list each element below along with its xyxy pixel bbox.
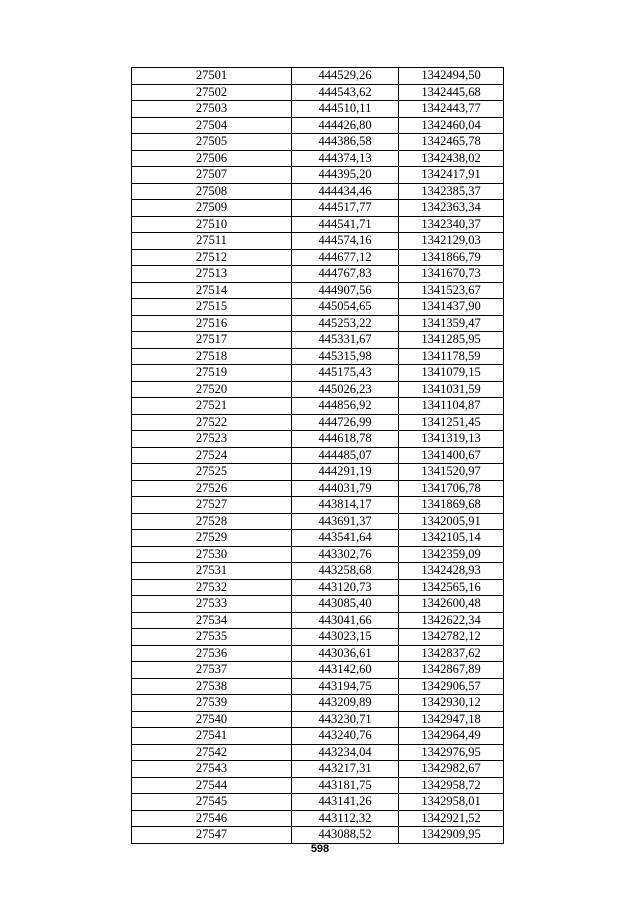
x-coordinate-cell: 443112,32 — [292, 810, 399, 827]
point-id-cell: 27503 — [132, 101, 292, 118]
x-coordinate-cell: 444434,46 — [292, 183, 399, 200]
x-coordinate-cell: 443085,40 — [292, 596, 399, 613]
x-coordinate-cell: 443141,26 — [292, 794, 399, 811]
table-row — [132, 266, 504, 283]
point-id-cell: 27506 — [132, 150, 292, 167]
point-id-cell: 27510 — [132, 216, 292, 233]
point-id-cell: 27527 — [132, 497, 292, 514]
y-coordinate-cell: 1341285,95 — [399, 332, 504, 349]
point-id-cell: 27540 — [132, 711, 292, 728]
point-id-cell: 27529 — [132, 530, 292, 547]
point-id-cell: 27516 — [132, 315, 292, 332]
y-coordinate-cell: 1342867,89 — [399, 662, 504, 679]
table-row — [132, 233, 504, 250]
point-id-cell: 27512 — [132, 249, 292, 266]
point-id-cell: 27520 — [132, 381, 292, 398]
point-id-cell: 27515 — [132, 299, 292, 316]
table-row — [132, 249, 504, 266]
point-id-cell: 27517 — [132, 332, 292, 349]
x-coordinate-cell: 445315,98 — [292, 348, 399, 365]
x-coordinate-cell: 443036,61 — [292, 645, 399, 662]
point-id-cell: 27504 — [132, 117, 292, 134]
y-coordinate-cell: 1342438,02 — [399, 150, 504, 167]
y-coordinate-cell: 1342359,09 — [399, 546, 504, 563]
table-row — [132, 579, 504, 596]
y-coordinate-cell: 1342600,48 — [399, 596, 504, 613]
point-id-cell: 27523 — [132, 431, 292, 448]
y-coordinate-cell: 1341251,45 — [399, 414, 504, 431]
y-coordinate-cell: 1342445,68 — [399, 84, 504, 101]
point-id-cell: 27530 — [132, 546, 292, 563]
table-row — [132, 431, 504, 448]
table-row — [132, 612, 504, 629]
x-coordinate-cell: 444374,13 — [292, 150, 399, 167]
point-id-cell: 27541 — [132, 728, 292, 745]
point-id-cell: 27543 — [132, 761, 292, 778]
y-coordinate-cell: 1341359,47 — [399, 315, 504, 332]
y-coordinate-cell: 1342837,62 — [399, 645, 504, 662]
point-id-cell: 27546 — [132, 810, 292, 827]
y-coordinate-cell: 1341523,67 — [399, 282, 504, 299]
y-coordinate-cell: 1342909,95 — [399, 827, 504, 844]
y-coordinate-cell: 1341079,15 — [399, 365, 504, 382]
point-id-cell: 27534 — [132, 612, 292, 629]
point-id-cell: 27544 — [132, 777, 292, 794]
y-coordinate-cell: 1342428,93 — [399, 563, 504, 580]
table-row — [132, 810, 504, 827]
x-coordinate-cell: 444574,16 — [292, 233, 399, 250]
table-row — [132, 629, 504, 646]
point-id-cell: 27508 — [132, 183, 292, 200]
x-coordinate-cell: 443041,66 — [292, 612, 399, 629]
y-coordinate-cell: 1341178,59 — [399, 348, 504, 365]
x-coordinate-cell: 443302,76 — [292, 546, 399, 563]
point-id-cell: 27521 — [132, 398, 292, 415]
point-id-cell: 27509 — [132, 200, 292, 217]
table-row — [132, 134, 504, 151]
table-row — [132, 777, 504, 794]
x-coordinate-cell: 443240,76 — [292, 728, 399, 745]
x-coordinate-cell: 443541,64 — [292, 530, 399, 547]
table-row — [132, 200, 504, 217]
point-id-cell: 27502 — [132, 84, 292, 101]
x-coordinate-cell: 443120,73 — [292, 579, 399, 596]
table-row — [132, 480, 504, 497]
x-coordinate-cell: 444395,20 — [292, 167, 399, 184]
table-row — [132, 563, 504, 580]
table-row — [132, 117, 504, 134]
point-id-cell: 27514 — [132, 282, 292, 299]
y-coordinate-cell: 1342958,01 — [399, 794, 504, 811]
x-coordinate-cell: 443814,17 — [292, 497, 399, 514]
y-coordinate-cell: 1342340,37 — [399, 216, 504, 233]
x-coordinate-cell: 443023,15 — [292, 629, 399, 646]
x-coordinate-cell: 444485,07 — [292, 447, 399, 464]
table-row — [132, 315, 504, 332]
y-coordinate-cell: 1342129,03 — [399, 233, 504, 250]
point-id-cell: 27525 — [132, 464, 292, 481]
table-row — [132, 398, 504, 415]
y-coordinate-cell: 1342921,52 — [399, 810, 504, 827]
table-row — [132, 381, 504, 398]
table-row — [132, 513, 504, 530]
table-row — [132, 282, 504, 299]
y-coordinate-cell: 1341031,59 — [399, 381, 504, 398]
y-coordinate-cell: 1341319,13 — [399, 431, 504, 448]
y-coordinate-cell: 1342460,04 — [399, 117, 504, 134]
x-coordinate-cell: 444031,79 — [292, 480, 399, 497]
table-row — [132, 447, 504, 464]
x-coordinate-cell: 443258,68 — [292, 563, 399, 580]
point-id-cell: 27513 — [132, 266, 292, 283]
point-id-cell: 27542 — [132, 744, 292, 761]
table-row — [132, 728, 504, 745]
y-coordinate-cell: 1342363,34 — [399, 200, 504, 217]
point-id-cell: 27532 — [132, 579, 292, 596]
point-id-cell: 27535 — [132, 629, 292, 646]
y-coordinate-cell: 1342964,49 — [399, 728, 504, 745]
table-row — [132, 530, 504, 547]
x-coordinate-cell: 443691,37 — [292, 513, 399, 530]
y-coordinate-cell: 1341869,68 — [399, 497, 504, 514]
point-id-cell: 27538 — [132, 678, 292, 695]
y-coordinate-cell: 1341706,78 — [399, 480, 504, 497]
x-coordinate-cell: 444386,58 — [292, 134, 399, 151]
coordinates-table-body — [132, 68, 504, 844]
point-id-cell: 27522 — [132, 414, 292, 431]
table-row — [132, 695, 504, 712]
table-row — [132, 348, 504, 365]
table-row — [132, 464, 504, 481]
y-coordinate-cell: 1341866,79 — [399, 249, 504, 266]
y-coordinate-cell: 1342622,34 — [399, 612, 504, 629]
coordinates-table — [131, 67, 504, 844]
table-row — [132, 299, 504, 316]
y-coordinate-cell: 1342565,16 — [399, 579, 504, 596]
point-id-cell: 27547 — [132, 827, 292, 844]
table-row — [132, 84, 504, 101]
y-coordinate-cell: 1342976,95 — [399, 744, 504, 761]
y-coordinate-cell: 1342947,18 — [399, 711, 504, 728]
x-coordinate-cell: 445026,23 — [292, 381, 399, 398]
y-coordinate-cell: 1342417,91 — [399, 167, 504, 184]
y-coordinate-cell: 1341520,97 — [399, 464, 504, 481]
table-row — [132, 167, 504, 184]
point-id-cell: 27524 — [132, 447, 292, 464]
point-id-cell: 27518 — [132, 348, 292, 365]
x-coordinate-cell: 443230,71 — [292, 711, 399, 728]
x-coordinate-cell: 444618,78 — [292, 431, 399, 448]
y-coordinate-cell: 1341437,90 — [399, 299, 504, 316]
x-coordinate-cell: 443194,75 — [292, 678, 399, 695]
point-id-cell: 27539 — [132, 695, 292, 712]
x-coordinate-cell: 444426,80 — [292, 117, 399, 134]
point-id-cell: 27507 — [132, 167, 292, 184]
x-coordinate-cell: 443209,89 — [292, 695, 399, 712]
x-coordinate-cell: 443234,04 — [292, 744, 399, 761]
point-id-cell: 27511 — [132, 233, 292, 250]
y-coordinate-cell: 1342958,72 — [399, 777, 504, 794]
table-row — [132, 794, 504, 811]
y-coordinate-cell: 1342494,50 — [399, 68, 504, 85]
y-coordinate-cell: 1342465,78 — [399, 134, 504, 151]
table-row — [132, 596, 504, 613]
x-coordinate-cell: 444767,83 — [292, 266, 399, 283]
table-row — [132, 744, 504, 761]
x-coordinate-cell: 444856,92 — [292, 398, 399, 415]
table-row — [132, 216, 504, 233]
point-id-cell: 27519 — [132, 365, 292, 382]
x-coordinate-cell: 443088,52 — [292, 827, 399, 844]
x-coordinate-cell: 444726,99 — [292, 414, 399, 431]
y-coordinate-cell: 1342105,14 — [399, 530, 504, 547]
x-coordinate-cell: 445175,43 — [292, 365, 399, 382]
table-row — [132, 68, 504, 85]
x-coordinate-cell: 444291,19 — [292, 464, 399, 481]
page-number: 598 — [310, 843, 330, 855]
table-row — [132, 546, 504, 563]
point-id-cell: 27545 — [132, 794, 292, 811]
x-coordinate-cell: 443217,31 — [292, 761, 399, 778]
table-row — [132, 332, 504, 349]
table-row — [132, 150, 504, 167]
y-coordinate-cell: 1342385,37 — [399, 183, 504, 200]
x-coordinate-cell: 443181,75 — [292, 777, 399, 794]
x-coordinate-cell: 445054,65 — [292, 299, 399, 316]
x-coordinate-cell: 444543,62 — [292, 84, 399, 101]
point-id-cell: 27526 — [132, 480, 292, 497]
table-row — [132, 678, 504, 695]
point-id-cell: 27537 — [132, 662, 292, 679]
x-coordinate-cell: 444529,26 — [292, 68, 399, 85]
table-row — [132, 711, 504, 728]
point-id-cell: 27505 — [132, 134, 292, 151]
y-coordinate-cell: 1342906,57 — [399, 678, 504, 695]
y-coordinate-cell: 1341400,67 — [399, 447, 504, 464]
y-coordinate-cell: 1342982,67 — [399, 761, 504, 778]
table-row — [132, 101, 504, 118]
x-coordinate-cell: 445253,22 — [292, 315, 399, 332]
y-coordinate-cell: 1341104,87 — [399, 398, 504, 415]
y-coordinate-cell: 1342005,91 — [399, 513, 504, 530]
point-id-cell: 27536 — [132, 645, 292, 662]
table-row — [132, 497, 504, 514]
x-coordinate-cell: 443142,60 — [292, 662, 399, 679]
x-coordinate-cell: 444517,77 — [292, 200, 399, 217]
point-id-cell: 27531 — [132, 563, 292, 580]
x-coordinate-cell: 444510,11 — [292, 101, 399, 118]
point-id-cell: 27501 — [132, 68, 292, 85]
x-coordinate-cell: 444677,12 — [292, 249, 399, 266]
table-row — [132, 827, 504, 844]
table-row — [132, 414, 504, 431]
x-coordinate-cell: 444541,71 — [292, 216, 399, 233]
x-coordinate-cell: 444907,56 — [292, 282, 399, 299]
y-coordinate-cell: 1341670,73 — [399, 266, 504, 283]
table-row — [132, 761, 504, 778]
point-id-cell: 27533 — [132, 596, 292, 613]
table-row — [132, 645, 504, 662]
y-coordinate-cell: 1342443,77 — [399, 101, 504, 118]
point-id-cell: 27528 — [132, 513, 292, 530]
table-row — [132, 183, 504, 200]
table-row — [132, 365, 504, 382]
x-coordinate-cell: 445331,67 — [292, 332, 399, 349]
y-coordinate-cell: 1342930,12 — [399, 695, 504, 712]
table-row — [132, 662, 504, 679]
y-coordinate-cell: 1342782,12 — [399, 629, 504, 646]
